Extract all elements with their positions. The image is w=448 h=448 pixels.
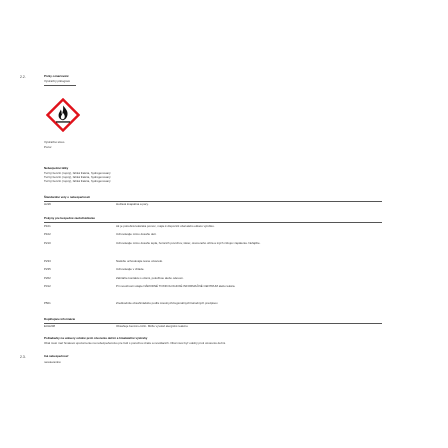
precaution-text: Uchovávajte mimo dosahu tepla, horúcich povrchov, iskier, otvoreného ohňa a iných zdrojov zapálenia. Nefajčite.: [116, 241, 261, 245]
packaging-text: Obal musí mať hmatové upozornenie na nebezpečenstvo pre ľudí s poruchou zraku a nevidiacich. Obal musí byť odolný proti otvoreniu deťmi.: [44, 341, 226, 345]
precaution-code: P102: [44, 232, 51, 236]
other-hazards-text: nerelevantné: [44, 360, 61, 364]
additional-heading: Doplňujúce informácie: [44, 317, 76, 321]
precaution-text: Ak je potrebná lekárska pomoc, majte k dispozícii obal alebo etiketu výrobku.: [116, 224, 215, 228]
divider: [44, 222, 382, 223]
hazard-statements-heading: Štandardné vety o nebezpečnosti: [44, 195, 90, 199]
underline: [44, 85, 76, 86]
hazardous-substance: Tučný benzín (ropný), ľahká frakcia, hydrogenovaný: [44, 171, 111, 175]
precaution-text: Nádobu uchovávajte tesne uzavretú.: [116, 259, 163, 263]
packaging-heading: Požiadavky na uzávery odolné proti otvoreniu deťmi a hmatateľné výstrahy: [44, 336, 148, 340]
precaution-code: P312: [44, 284, 51, 288]
divider: [44, 201, 382, 202]
precaution-code: P101: [44, 224, 51, 228]
precaution-code: P235: [44, 267, 51, 271]
precaution-code: P210: [44, 241, 51, 245]
additional-text: Obsahuje benzén-ciclín. Môže vyvolať alergickú reakciu.: [116, 324, 189, 328]
precaution-text: Zneškodnite obsah/nádobu podľa miestnych/regionálnych/národných predpisov.: [116, 301, 219, 305]
hazardous-substance: Tučný benzín (ropný), ľahká frakcia, hydrogenovaný: [44, 179, 111, 183]
hazard-code: H226: [44, 202, 51, 206]
precaution-text: Zabráňte kontaktu s očami, pokožkou alebo odevom.: [116, 276, 184, 280]
precaution-code: P501: [44, 301, 51, 305]
section-heading: Prvky označování: [44, 74, 69, 78]
flame-icon: [46, 98, 80, 132]
hazardous-substances-heading: Nebezpečné látky: [44, 166, 69, 170]
precaution-heading: Pokyny pre bezpečné zaobchádzanie: [44, 216, 95, 220]
precaution-text: Uchovávajte mimo dosahu detí.: [116, 232, 157, 236]
precaution-code: P233: [44, 259, 51, 263]
signal-word-heading: Výstražné slovo: [44, 140, 65, 144]
section-heading: Iná nebezpečnosť: [44, 354, 69, 358]
precaution-code: P262: [44, 276, 51, 280]
divider: [44, 323, 382, 324]
precaution-text: Uchovávajte v chlade.: [116, 267, 145, 271]
pictogram-label: Výstražný piktogram: [44, 79, 71, 83]
section-number: 2.3.: [20, 355, 26, 359]
section-number: 2.2.: [20, 75, 26, 79]
hazardous-substance: Tučný benzín (ropný), ľahká frakcia, hydrogenovaný: [44, 175, 111, 179]
precaution-text: Pri nevoľnosti volajte NÁRODNÉ TOXIKOLOGICKÉ INFORMAČNÉ CENTRUM alebo lekára.: [116, 284, 236, 288]
hazard-text: Horľavá kvapalina a pary.: [116, 202, 149, 206]
additional-code: EUH208: [44, 324, 55, 328]
signal-word: Pozor: [44, 145, 52, 149]
